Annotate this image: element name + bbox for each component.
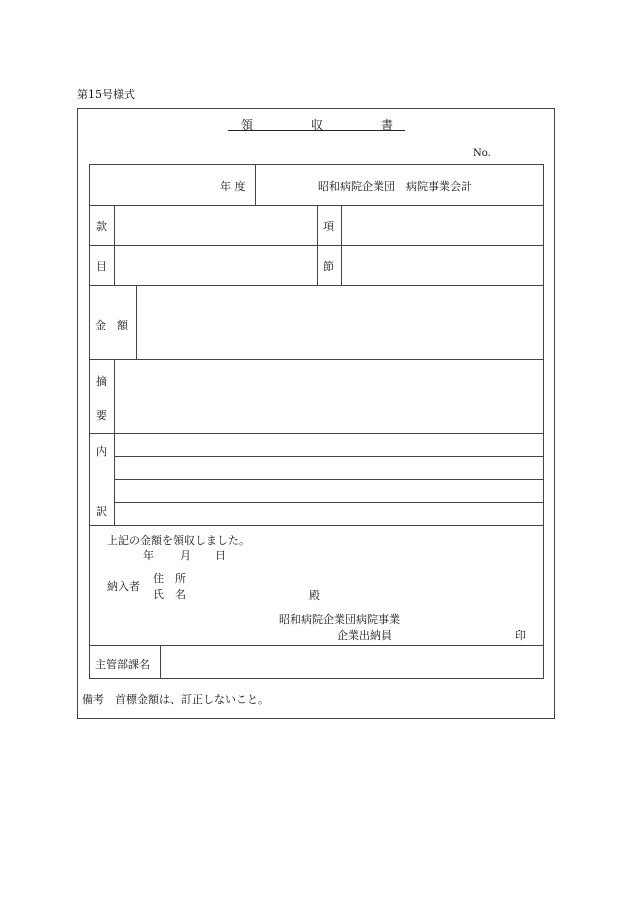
row-divider <box>90 645 543 646</box>
amount-label: 金 額 <box>95 319 128 332</box>
date-year: 年 <box>143 549 154 562</box>
title-char-3: 書 <box>381 118 394 132</box>
moku-label: 目 <box>96 260 107 273</box>
date-month: 月 <box>180 549 191 562</box>
receipt-table <box>89 164 544 679</box>
seal-mark: 印 <box>515 629 526 642</box>
fiscal-year-label: 年 度 <box>220 180 246 193</box>
issuer-title: 企業出納員 <box>337 629 392 642</box>
col-divider <box>136 285 137 359</box>
col-divider <box>114 359 115 525</box>
breakdown-label-bottom: 訳 <box>96 505 107 518</box>
row-divider <box>90 433 543 434</box>
form-title <box>228 116 405 131</box>
receipt-statement: 上記の金額を領収しました。 <box>107 534 250 547</box>
breakdown-label-top: 内 <box>96 445 107 458</box>
honorific: 殿 <box>309 589 320 602</box>
row-divider <box>90 525 543 526</box>
setsu-label: 節 <box>323 260 334 273</box>
kan-label: 款 <box>96 220 107 233</box>
date-day: 日 <box>215 549 226 562</box>
dept-label: 主管部課名 <box>95 658 150 671</box>
remarks-note: 備考 首標金額は、訂正しないこと。 <box>82 693 269 706</box>
account-name: 昭和病院企業団 病院事業会計 <box>318 180 472 193</box>
summary-label-bottom: 要 <box>96 409 107 422</box>
name-label: 氏 名 <box>153 588 186 601</box>
summary-label-top: 摘 <box>96 375 107 388</box>
address-label: 住 所 <box>153 572 186 585</box>
row-divider <box>90 359 543 360</box>
col-divider <box>114 205 115 285</box>
col-divider <box>255 165 256 205</box>
breakdown-line <box>114 479 543 480</box>
title-char-2: 収 <box>311 118 324 132</box>
receipt-number-label: No. <box>473 148 491 159</box>
breakdown-line <box>114 502 543 503</box>
form-number: 第15号様式 <box>77 88 135 101</box>
row-divider <box>90 285 543 286</box>
issuer-org: 昭和病院企業団病院事業 <box>279 613 400 626</box>
col-divider <box>341 205 342 285</box>
col-divider <box>160 645 161 679</box>
breakdown-line <box>114 456 543 457</box>
kou-label: 項 <box>323 220 334 233</box>
col-divider <box>317 205 318 285</box>
title-char-1: 領 <box>241 118 254 132</box>
payer-label: 納入者 <box>107 580 140 593</box>
